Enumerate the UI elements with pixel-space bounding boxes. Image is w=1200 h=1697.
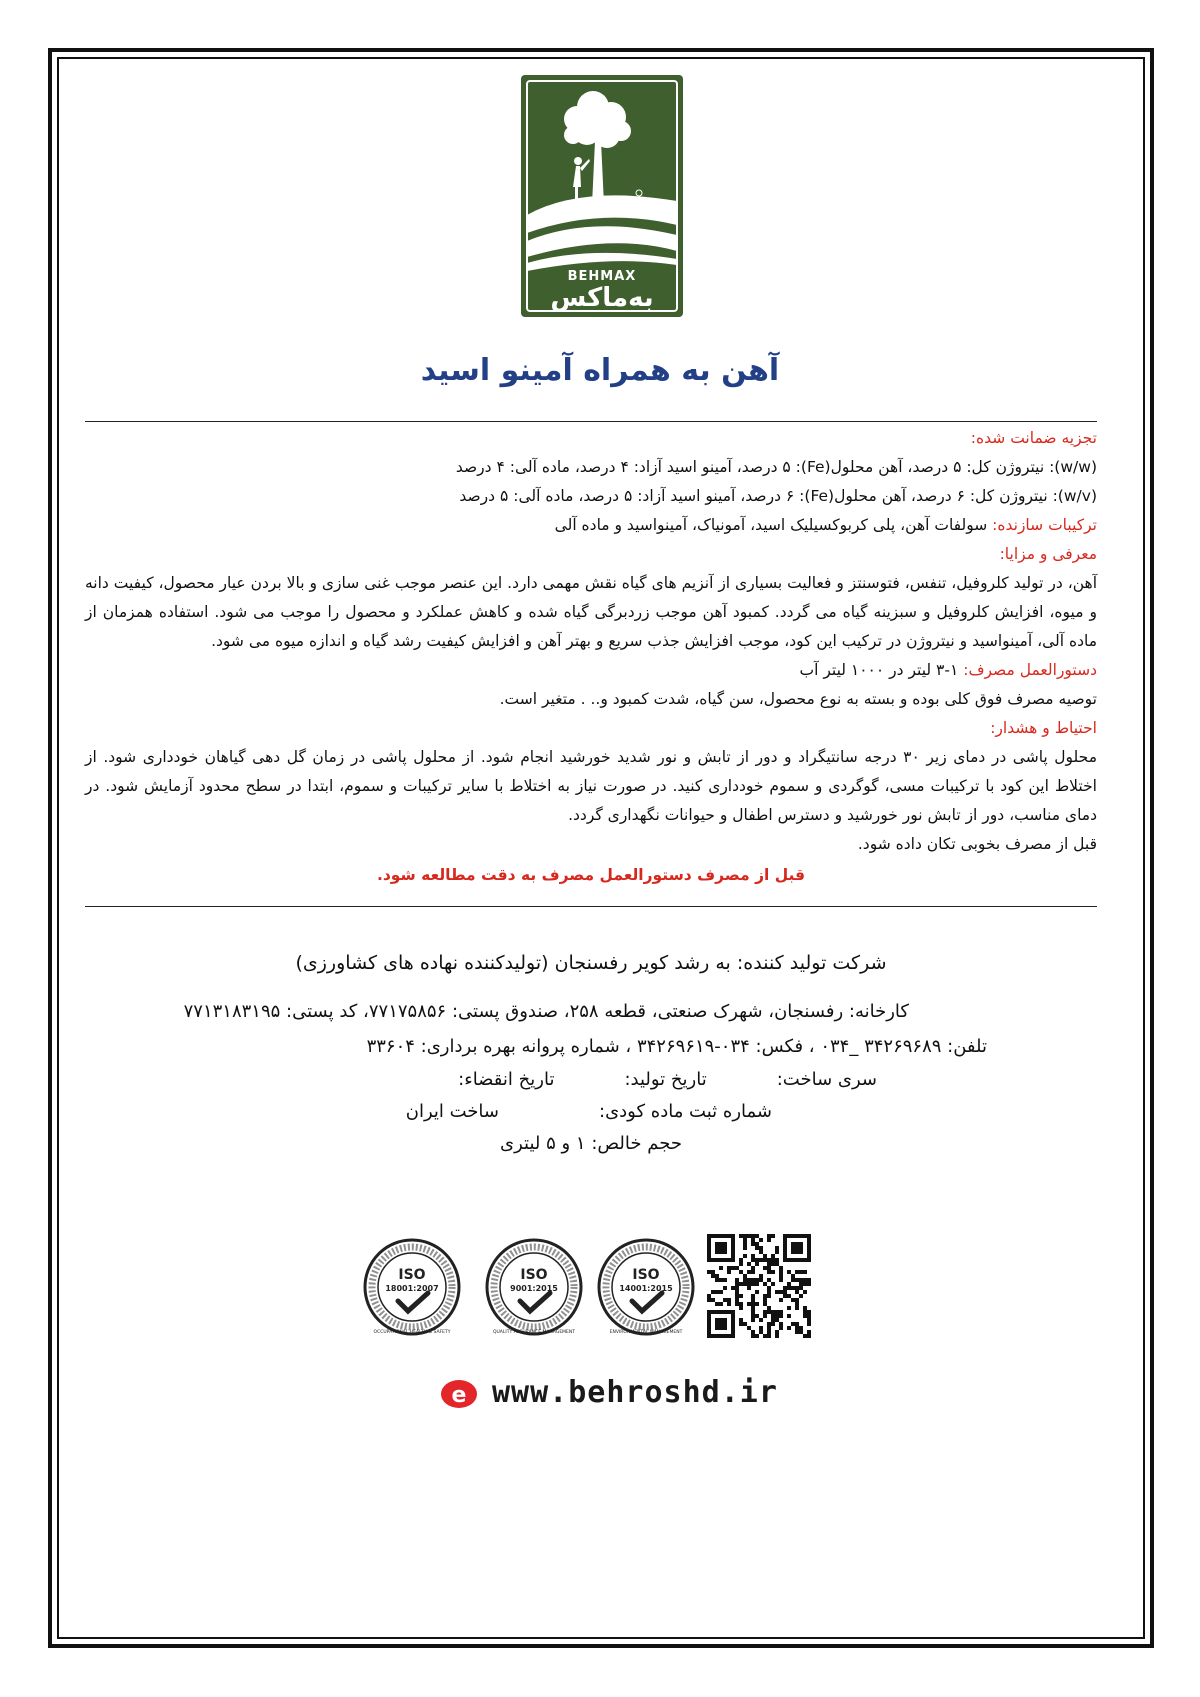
iso-9001-badge bbox=[484, 1237, 584, 1337]
registration-label: شماره ثبت ماده کودی: bbox=[599, 1101, 772, 1122]
registration-row bbox=[85, 1096, 1097, 1128]
ingredients-line bbox=[85, 511, 1097, 540]
shake-note: قبل از مصرف بخوبی تکان داده شود. bbox=[857, 835, 1097, 853]
svg-text:e: e bbox=[451, 1383, 467, 1408]
intro-heading: معرفی و مزایا: bbox=[999, 545, 1097, 563]
iso-18001-ring: OCCUPATIONAL HEALTH & SAFETY bbox=[373, 1330, 451, 1335]
manufacturer-info bbox=[85, 952, 1097, 1160]
behmax-logo bbox=[521, 75, 683, 317]
batch-label: سری ساخت: bbox=[776, 1069, 877, 1090]
analysis-ww: (w/w): نیتروژن کل: ۵ درصد، آهن محلول(Fe): ۵ درصد، آمینو اسید آزاد: ۴ درصد، ماده آلی: ۴ درصد bbox=[455, 458, 1097, 476]
iso-14001-ring: ENVIRONMENTAL MANAGEMENT bbox=[609, 1330, 683, 1335]
dates-row bbox=[85, 1064, 1097, 1096]
iso-18001-code: 18001:2007 bbox=[385, 1284, 439, 1293]
iso-14001-code: 14001:2015 bbox=[619, 1284, 673, 1293]
iso-14001-badge bbox=[596, 1237, 696, 1337]
intro-text: آهن، در تولید کلروفیل، تنفس، فتوسنتز و فعالیت بسیاری از آنزیم های گیاه نقش مهمی دارد. این عنصر موجب غنی سازی و بالا بردن عیار محصول، کیفیت دانه و میوه، افزایش کلروفیل و سبزینه گیاه می گردد. کمبود آهن موجب زردبرگی گیاه شده و کاهش عملکرد و محصول را موجب می شود. استفاده همزمان از ماده آلی، آمینواسید و نیتروژن در ترکیب این کود، موجب افزایش جذب سریع و بهتر آهن و افزایش کیفیت رشد گیاه و اندازه میوه می شود. bbox=[85, 574, 1097, 650]
net-volume: حجم خالص: ۱ و ۵ لیتری bbox=[500, 1133, 682, 1154]
qr-code-icon[interactable] bbox=[707, 1234, 811, 1338]
brand-name-en: BEHMAX bbox=[567, 269, 637, 284]
iso-9001-ring: QUALITY ASSURANCE MANAGEMENT bbox=[492, 1330, 576, 1335]
iso-18001-label: ISO bbox=[398, 1267, 426, 1283]
divider-bottom bbox=[85, 906, 1097, 907]
factory-address: کارخانه: رفسنجان، شهرک صنعتی، قطعه ۲۵۸، صندوق پستی: ۷۷۱۷۵۸۵۶، کد پستی: ۷۷۱۳۱۸۳۱۹۵ bbox=[183, 1001, 909, 1022]
brand-name-fa: به‌ماکس bbox=[550, 283, 654, 313]
production-date-label: تاریخ تولید: bbox=[624, 1069, 707, 1090]
iso-9001-code: 9001:2015 bbox=[510, 1284, 558, 1293]
ingredients-label: ترکیبات سازنده: bbox=[992, 516, 1097, 534]
website-link[interactable]: www.behroshd.ir bbox=[492, 1375, 778, 1410]
ingredients-value: سولفات آهن، پلی کربوکسیلیک اسید، آمونیاک، آمینواسید و ماده آلی bbox=[554, 516, 993, 534]
product-title: آهن به همراه آمینو اسید bbox=[420, 353, 780, 388]
company-name: شرکت تولید کننده: به رشد کویر رفسنجان (تولیدکننده نهاده های کشاورزی) bbox=[295, 952, 887, 974]
caution-text: محلول پاشی در دمای زیر ۳۰ درجه سانتیگراد و دور از تابش و نور شدید خورشید انجام شود. از محلول پاشی در زمان گل دهی گیاهان خودداری شود. از اختلاط این کود با ترکیبات مسی، گوگردی و سموم خودداری کنید. در صورت نیاز به اختلاط با سایر ترکیبات و سموم، ابتدا در سطح محدود آزمایش شود. در دمای مناسب، دور از تابش نور خورشید و دسترس اطفال و حیوانات نگهداری گردد. bbox=[85, 748, 1097, 824]
iso-14001-label: ISO bbox=[632, 1267, 660, 1283]
usage-label: دستورالعمل مصرف: bbox=[963, 661, 1097, 679]
made-in-label: ساخت ایران bbox=[405, 1101, 499, 1122]
usage-value: ۱-۳ لیتر در ۱۰۰۰ لیتر آب bbox=[799, 661, 964, 679]
divider-top bbox=[85, 421, 1097, 422]
iso-18001-badge bbox=[362, 1237, 462, 1337]
expiry-date-label: تاریخ انقضاء: bbox=[458, 1069, 555, 1090]
phone-info: تلفن: ۳۴۲۶۹۶۸۹ _۰۳۴ ، فکس: ۰۳۴-۳۴۲۶۹۶۱۹ ، شماره پروانه بهره برداری: ۳۳۶۰۴ bbox=[366, 1036, 987, 1057]
read-instructions-warning: قبل از مصرف دستورالعمل مصرف به دقت مطالعه شود. bbox=[376, 866, 806, 884]
product-details bbox=[85, 424, 1097, 890]
analysis-wv: (w/v): نیتروژن کل: ۶ درصد، آهن محلول(Fe): ۶ درصد، آمینو اسید آزاد: ۵ درصد، ماده آلی: ۵ درصد bbox=[459, 487, 1097, 505]
caution-heading: احتیاط و هشدار: bbox=[990, 719, 1097, 737]
analysis-heading: تجزیه ضمانت شده: bbox=[970, 429, 1097, 447]
behroshd-e-icon bbox=[440, 1379, 478, 1409]
usage-line bbox=[85, 656, 1097, 685]
iso-9001-label: ISO bbox=[520, 1267, 548, 1283]
usage-note: توصیه مصرف فوق کلی بوده و بسته به نوع محصول، سن گیاه، شدت کمبود و.. . متغیر است. bbox=[499, 690, 1097, 708]
